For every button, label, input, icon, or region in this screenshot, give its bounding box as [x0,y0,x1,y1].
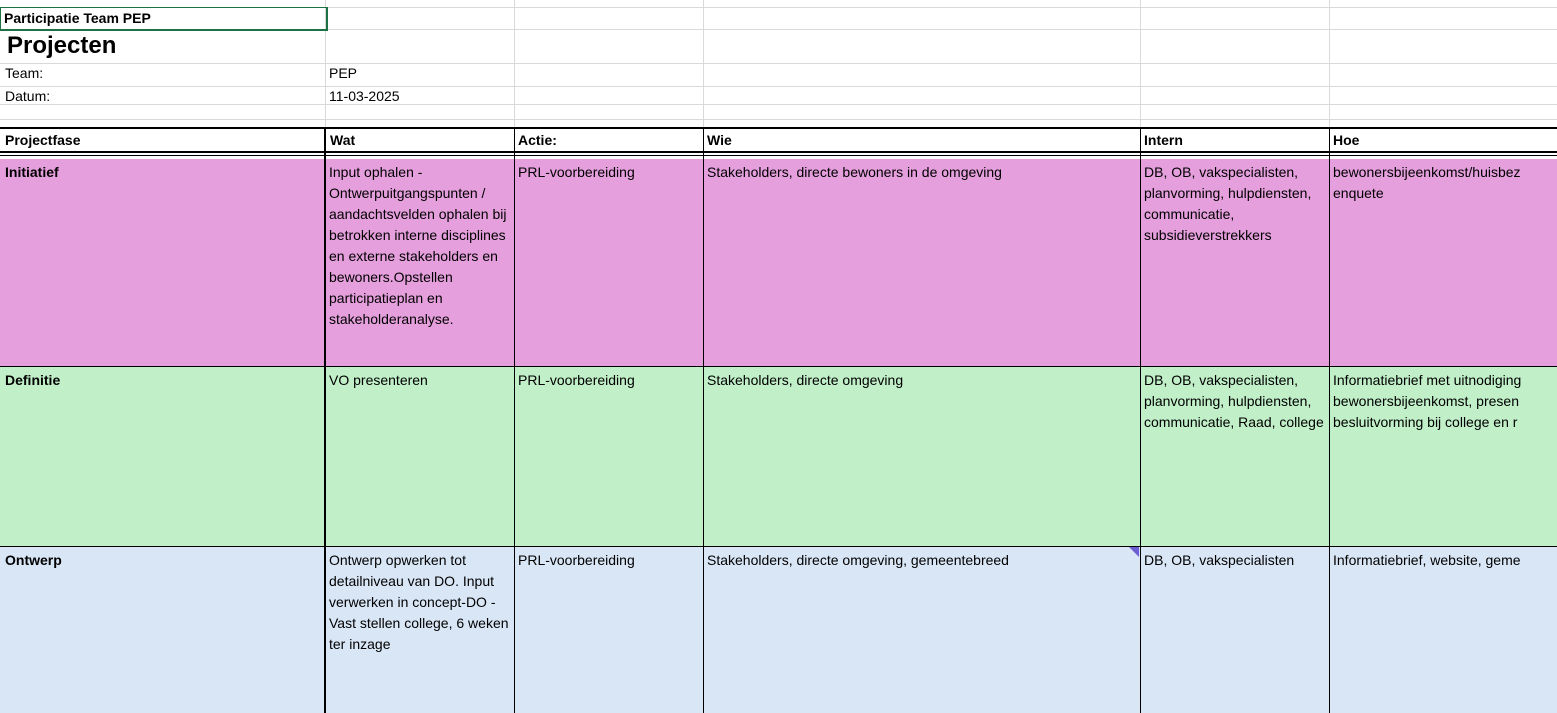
header-hoe[interactable]: Hoe [1333,132,1360,148]
cell-hoe[interactable]: bewonersbijeenkomst/huisbez enquete [1333,164,1521,201]
gridline [0,86,1557,87]
team-value[interactable]: PEP [329,65,358,81]
cell-projectfase[interactable]: Definitie [5,372,61,388]
row-separator [0,546,1557,547]
date-label[interactable]: Datum: [5,88,51,104]
comment-indicator-icon[interactable] [1129,547,1139,557]
date-value[interactable]: 11-03-2025 [329,88,400,104]
cell-intern[interactable]: DB, OB, vakspecialisten, planvorming, hulpdiensten, communicatie, subsidieverstrekkers [1144,164,1312,243]
header-bottom-border [0,151,1557,153]
cell-actie[interactable]: PRL-voorbereiding [518,372,635,388]
cell-projectfase[interactable]: Initiatief [5,164,59,180]
header-wat[interactable]: Wat [330,132,356,148]
cell-wat[interactable]: Ontwerp opwerken tot detailniveau van DO. Input verwerken in concept-DO - Vast stellen college, 6 weken ter inzage [329,552,509,652]
gridline [0,119,1557,120]
cell-wat[interactable]: Input ophalen - Ontwerpuitgangspunten / aandachtsvelden ophalen bij betrokken interne disciplines en externe stakeholders en bewoners.Opstellen participatieplan en stakeholderanalyse. [329,164,507,327]
cell-hoe[interactable]: Informatiebrief, website, geme [1333,552,1521,568]
cell-wie[interactable]: Stakeholders, directe bewoners in de omgeving [707,164,1002,180]
cell-intern[interactable]: DB, OB, vakspecialisten [1144,552,1295,568]
cell-projectfase[interactable]: Ontwerp [5,552,62,568]
sheet-title-cell[interactable]: Participatie Team PEP [0,7,328,31]
header-projectfase[interactable]: Projectfase [5,132,81,148]
cell-wie[interactable]: Stakeholders, directe omgeving [707,372,904,388]
cell-actie[interactable]: PRL-voorbereiding [518,552,635,568]
header-wie[interactable]: Wie [707,132,732,148]
page-title[interactable]: Projecten [7,32,117,59]
row-separator [0,366,1557,367]
header-actie[interactable]: Actie: [518,132,557,148]
cell-wie[interactable]: Stakeholders, directe omgeving, gemeentebreed [707,552,1009,568]
header-intern[interactable]: Intern [1144,132,1183,148]
team-label[interactable]: Team: [5,65,44,81]
cell-intern[interactable]: DB, OB, vakspecialisten, planvorming, hulpdiensten, communicatie, Raad, college [1144,372,1324,430]
cell-actie[interactable]: PRL-voorbereiding [518,164,635,180]
cell-wat[interactable]: VO presenteren [329,372,428,388]
cell-hoe[interactable]: Informatiebrief met uitnodiging bewonersbijeenkomst, presen besluitvorming bij college en r [1333,372,1522,430]
gridline [0,63,1557,64]
header-double-border [0,155,1557,156]
